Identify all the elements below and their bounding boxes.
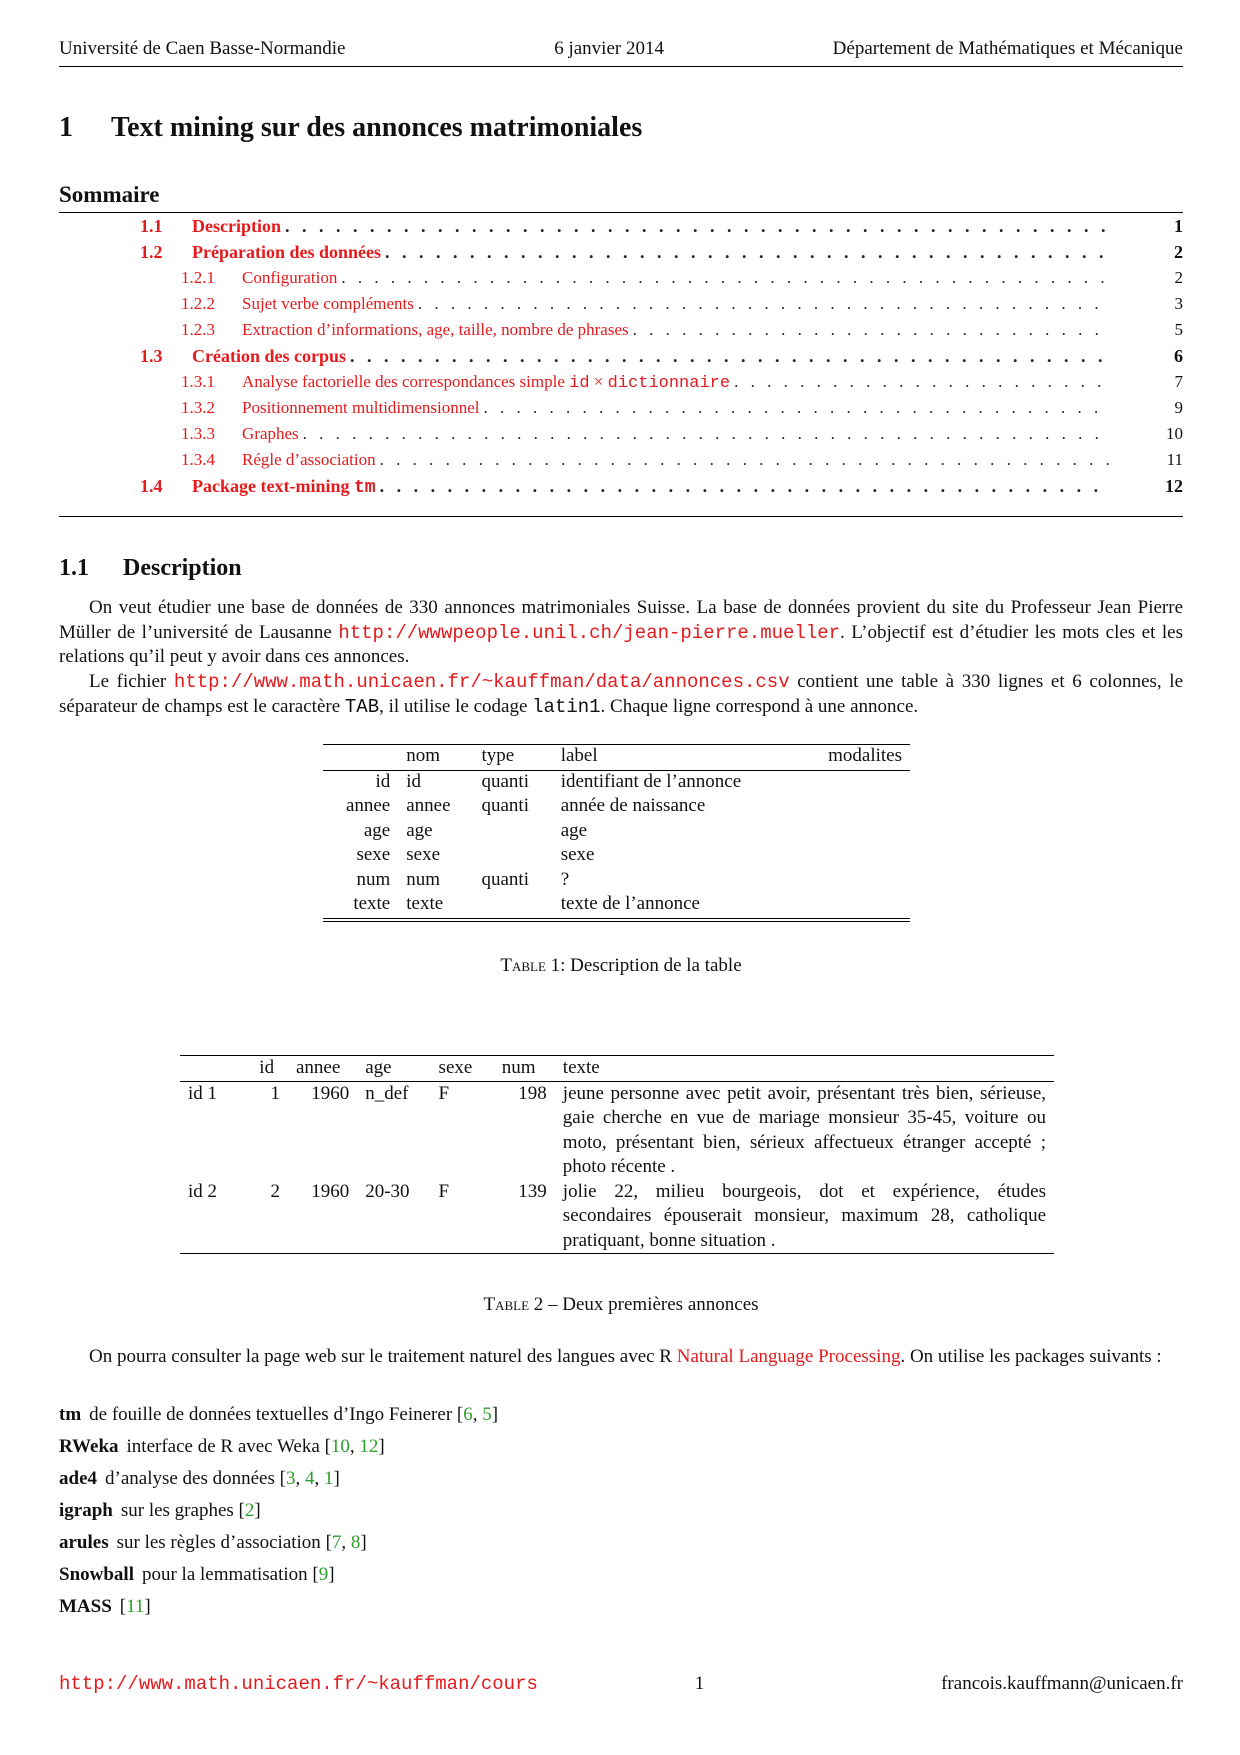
toc-link: Création des corpus xyxy=(192,346,346,366)
author-email: francois.kauffmann@unicaen.fr xyxy=(941,1673,1183,1694)
toc-link: Extraction d’informations, age, taille, nombre de phrases xyxy=(242,320,629,339)
citation-link[interactable]: 2 xyxy=(244,1500,255,1521)
unil-link[interactable]: http://wwwpeople.unil.ch/jean-pierre.mueller xyxy=(338,621,841,644)
paragraph-nlp: On pourra consulter la page web sur le traitement naturel des langues avec R Natural Language Processing. On utilise les packages suivants : xyxy=(89,1346,1162,1367)
table1-caption: Table 1: Description de la table xyxy=(500,955,742,976)
table-row: id 1 1 1960 n_def F 198 jeune personne avec petit avoir, présentant très bien, sérieuse, gaie cherche en vue de mariage monsieur 35-45, voiture ou moto, présentant bien, sérieux affectueux étranger accepté ; photo récente . xyxy=(188,1082,1046,1177)
citation-link[interactable]: 9 xyxy=(318,1564,329,1585)
toc-link: Analyse factorielle des correspondances simple id × dictionnaire xyxy=(242,372,731,393)
toc-entry[interactable]: 1.3.3 Graphes . . . 10 xyxy=(59,422,1183,446)
table-row: id 2 2 1960 20-30 F 139 jolie 22, milieu bourgeois, dot et expérience, études secondaires épouserait monsieur, maximum 28, catholique pratiquant, bonne situation . xyxy=(180,1180,1054,1254)
table-row: age age age xyxy=(363,819,588,841)
annonces-table xyxy=(180,1055,1054,1254)
subsection-heading: 1.1 Description xyxy=(59,555,242,581)
citation-link[interactable]: 3 xyxy=(285,1468,296,1489)
toc-link: Sujet verbe compléments xyxy=(242,294,414,313)
table-header-row: nom type label modalites xyxy=(323,745,910,771)
header-date: 6 janvier 2014 xyxy=(554,38,664,59)
citation-link[interactable]: 6 xyxy=(463,1404,473,1425)
toc-link: Régle d’association xyxy=(242,450,376,469)
paragraph-intro: On veut étudier une base de données de 330 annonces matrimoniales Suisse. La base de données provient du site du Professeur Jean Pierre Müller de l’université de Lausanne http://wwwpeople.unil.ch/jean-pierre.mueller. L’objectif est d’étudier les mots cles et les relations qu’il peut y avoir dans ces annonces. xyxy=(59,597,1183,667)
toc-entry[interactable]: 1.1 Description . . . 1 xyxy=(59,214,1183,238)
toc-entry[interactable]: 1.3 Création des corpus . . . 6 xyxy=(59,344,1183,368)
toc-link: Description xyxy=(192,216,281,236)
toc-link: Configuration xyxy=(242,268,338,287)
csv-link[interactable]: http://www.math.unicaen.fr/~kauffman/data/annonces.csv xyxy=(173,671,790,693)
citation-link[interactable]: 4 xyxy=(304,1468,315,1489)
citation-link[interactable]: 1 xyxy=(323,1468,334,1489)
page-footer xyxy=(59,1673,1183,1695)
toc-entry[interactable]: 1.2 Préparation des données . . . 2 xyxy=(59,240,1183,264)
paragraph-file: Le fichier http://www.math.unicaen.fr/~kauffman/data/annonces.csv contient une table à 330 lignes et 6 colonnes, le séparateur de champs est le caractère TAB, il utilise le codage latin1. Chaque ligne correspond à une annonce. xyxy=(59,671,1183,718)
toc-entry[interactable]: 1.2.1 Configuration . . . 2 xyxy=(59,266,1183,290)
toc-entry[interactable]: 1.3.2 Positionnement multidimensionnel . . . 9 xyxy=(59,396,1183,420)
package-item: ade4 d’analyse des données [3, 4, 1] xyxy=(59,1468,340,1489)
package-item: arules sur les règles d’association [7, 8] xyxy=(59,1532,367,1553)
toc-entry[interactable]: 1.2.3 Extraction d’informations, age, taille, nombre de phrases . . . 5 xyxy=(59,318,1183,342)
toc-link: Graphes xyxy=(242,424,299,443)
table2-caption: Table 2 – Deux premières annonces xyxy=(483,1294,759,1315)
table-row: annee annee quanti année de naissance xyxy=(345,795,706,816)
table-row: num num quanti ? xyxy=(356,868,570,890)
package-item: tm de fouille de données textuelles d’Ingo Feinerer [6, 5] xyxy=(59,1404,499,1425)
toc-bottom-rule xyxy=(59,516,1183,517)
header-right: Département de Mathématiques et Mécanique xyxy=(832,38,1183,59)
page-number: 1 xyxy=(694,1673,705,1694)
toc-entry[interactable]: 1.4 Package text-mining tm . . . 12 xyxy=(59,474,1183,498)
section-heading: 1 Text mining sur des annonces matrimoniales xyxy=(59,112,643,143)
table-row: texte texte texte de l’annonce xyxy=(323,893,910,920)
citation-link[interactable]: 8 xyxy=(350,1532,361,1553)
nlp-link[interactable]: Natural Language Processing xyxy=(676,1346,901,1367)
table-row: id id quanti identifiant de l’annonce xyxy=(323,770,910,795)
toc-link: Préparation des données xyxy=(192,242,381,262)
header-left: Université de Caen Basse-Normandie xyxy=(59,38,346,59)
toc-top-rule xyxy=(59,212,1183,213)
header-rule xyxy=(59,66,1183,67)
table-row: sexe sexe sexe xyxy=(356,844,595,865)
toc-link: Package text-mining tm xyxy=(192,476,376,498)
description-table xyxy=(323,744,910,922)
package-item: MASS [11] xyxy=(59,1596,151,1617)
package-item: RWeka interface de R avec Weka [10, 12] xyxy=(59,1436,385,1457)
package-item: igraph sur les graphes [2] xyxy=(59,1500,261,1521)
citation-link[interactable]: 11 xyxy=(126,1596,145,1617)
toc-entry[interactable]: 1.2.2 Sujet verbe compléments . . . 3 xyxy=(59,292,1183,316)
package-item: Snowball pour la lemmatisation [9] xyxy=(59,1564,335,1585)
toc-entry[interactable]: 1.3.4 Régle d’association . . . 11 xyxy=(59,448,1183,472)
citation-link[interactable]: 7 xyxy=(331,1532,342,1553)
sommaire-title: Sommaire xyxy=(59,182,160,207)
citation-link[interactable]: 12 xyxy=(359,1436,379,1457)
citation-link[interactable]: 10 xyxy=(330,1436,350,1457)
course-link[interactable]: http://www.math.unicaen.fr/~kauffman/cours xyxy=(59,1673,538,1695)
citation-link[interactable]: 5 xyxy=(482,1404,492,1425)
toc-entry[interactable]: 1.3.1 Analyse factorielle des correspondances simple id × dictionnaire . . . 7 xyxy=(59,370,1183,394)
table-header-row: id annee age sexe num texte xyxy=(180,1056,1054,1082)
toc-link: Positionnement multidimensionnel xyxy=(242,398,480,417)
running-header xyxy=(59,38,1183,60)
